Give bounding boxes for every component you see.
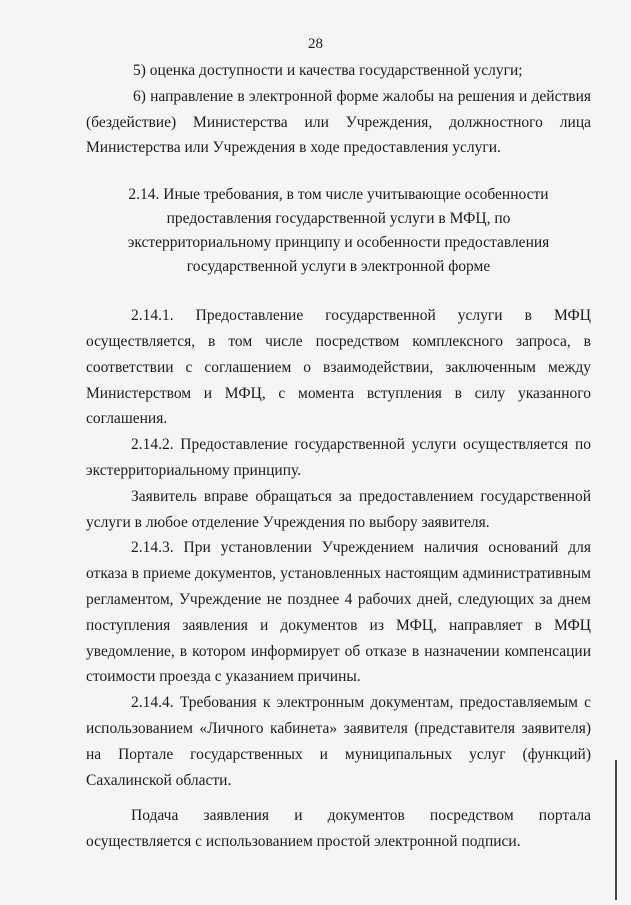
paragraph-2-14-3: 2.14.3. При установлении Учреждением наличия оснований для отказа в приеме документов, установленных настоящим административным регламентом, Учреждение не позднее 4 рабочих дней, следующих за днем поступления заявления и документов из МФЦ, направляет в МФЦ уведомление, в котором информирует об отказе в назначении компенсации стоимости проезда с указанием причины. (86, 539, 591, 686)
paragraph-portal-signature: Подача заявления и документов посредством портала осуществляется с использованием простой электронной подписи. (86, 807, 591, 851)
paragraph-2-14-1: 2.14.1. Предоставление государственной услуги в МФЦ осуществляется, в том числе посредством комплексного запроса, в соответствии с соглашением о взаимодействии, заключенным между Министерством и МФЦ, с момента вступления в силу указанного соглашения. (86, 307, 591, 428)
paragraph-applicant-right: Заявитель вправе обращаться за предоставлением государственной услуги в любое отделение Учреждения по выбору заявителя. (86, 487, 591, 531)
paragraph-2-14-4: 2.14.4. Требования к электронным документам, предоставляемым с использованием «Личного кабинета» заявителя (представителя заявителя) на Портале государственных и муниципальных услуг (функций) Сахалинской области. (86, 694, 591, 789)
paragraph-2-14-2: 2.14.2. Предоставление государственной услуги осуществляется по экстерриториальному принципу. (86, 436, 591, 479)
list-item-6: 6) направление в электронной форме жалобы на решения и действия (бездействие) Министерства или Учреждения, должностного лица Министерства или Учреждения в ходе предоставления услуги. (86, 87, 591, 157)
section-heading-2-14: 2.14. Иные требования, в том числе учитывающие особенности предоставления государственной услуги в МФЦ, по экстерриториальному принципу и особенности предоставления государственной услуги в электронной форме (127, 186, 550, 276)
document-body (86, 58, 591, 855)
section-spacer (86, 161, 591, 183)
list-item-5: 5) оценка доступности и качества государственной услуги; (133, 62, 523, 79)
scan-edge-line (615, 760, 617, 900)
page-number: 28 (308, 36, 323, 52)
